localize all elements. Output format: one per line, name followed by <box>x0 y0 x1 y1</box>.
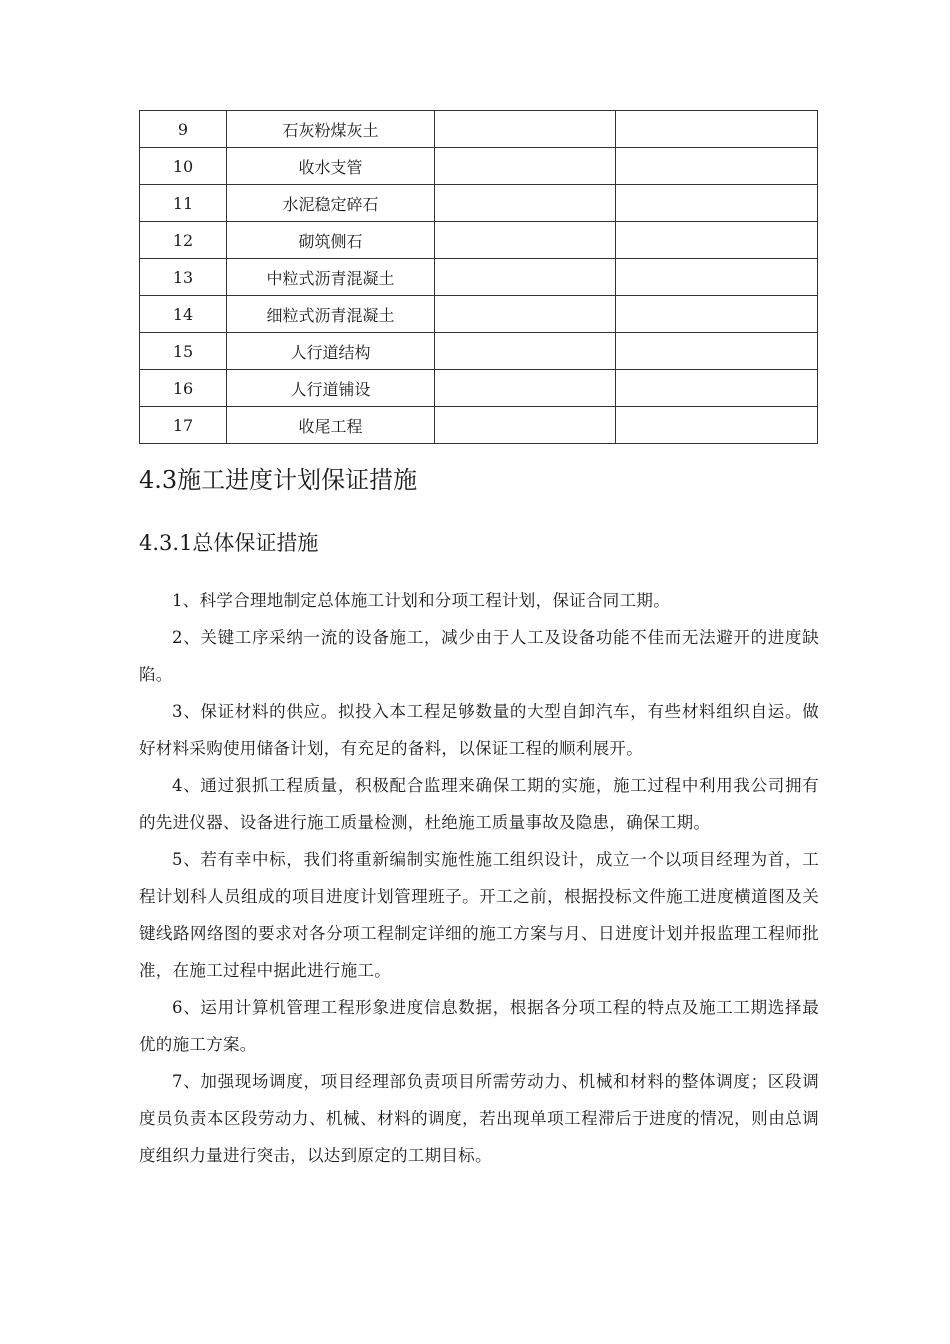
row-cell-3 <box>435 296 616 333</box>
table-row <box>140 148 818 185</box>
table-row <box>140 111 818 148</box>
row-item: 人行道结构 <box>227 333 435 370</box>
row-item: 细粒式沥青混凝土 <box>227 296 435 333</box>
row-number: 12 <box>140 222 227 259</box>
row-item: 石灰粉煤灰土 <box>227 111 435 148</box>
schedule-table <box>139 110 818 444</box>
row-number: 15 <box>140 333 227 370</box>
row-cell-4 <box>616 148 818 185</box>
row-cell-4 <box>616 296 818 333</box>
table-row <box>140 185 818 222</box>
row-cell-4 <box>616 259 818 296</box>
body-text <box>139 582 819 1174</box>
paragraph: 7、加强现场调度，项目经理部负责项目所需劳动力、机械和材料的整体调度；区段调度员负责本区段劳动力、机械、材料的调度，若出现单项工程滞后于进度的情况，则由总调度组织力量进行突击，以达到原定的工期目标。 <box>139 1072 819 1165</box>
row-number: 16 <box>140 370 227 407</box>
row-item: 中粒式沥青混凝土 <box>227 259 435 296</box>
row-number: 11 <box>140 185 227 222</box>
table-row <box>140 407 818 444</box>
row-cell-3 <box>435 333 616 370</box>
subsection-heading: 4.3.1总体保证措施 <box>139 531 319 555</box>
row-cell-4 <box>616 407 818 444</box>
row-cell-3 <box>435 222 616 259</box>
row-item: 收尾工程 <box>227 407 435 444</box>
row-number: 17 <box>140 407 227 444</box>
row-cell-3 <box>435 407 616 444</box>
row-cell-3 <box>435 185 616 222</box>
row-cell-4 <box>616 111 818 148</box>
paragraph: 6、运用计算机管理工程形象进度信息数据，根据各分项工程的特点及施工工期选择最优的施工方案。 <box>139 998 819 1054</box>
row-cell-3 <box>435 148 616 185</box>
table-row <box>140 259 818 296</box>
row-number: 9 <box>140 111 227 148</box>
row-cell-3 <box>435 370 616 407</box>
paragraph: 2、关键工序采纳一流的设备施工，减少由于人工及设备功能不佳而无法避开的进度缺陷。 <box>139 628 819 684</box>
paragraph: 3、保证材料的供应。拟投入本工程足够数量的大型自卸汽车，有些材料组织自运。做好材料采购使用储备计划，有充足的备料，以保证工程的顺利展开。 <box>139 702 819 758</box>
row-cell-4 <box>616 370 818 407</box>
section-heading: 4.3施工进度计划保证措施 <box>139 466 418 494</box>
table-row <box>140 296 818 333</box>
row-cell-4 <box>616 333 818 370</box>
row-item: 水泥稳定碎石 <box>227 185 435 222</box>
row-cell-4 <box>616 185 818 222</box>
row-item: 砌筑侧石 <box>227 222 435 259</box>
table-row <box>140 333 818 370</box>
row-number: 10 <box>140 148 227 185</box>
row-item: 收水支管 <box>227 148 435 185</box>
paragraph: 1、科学合理地制定总体施工计划和分项工程计划，保证合同工期。 <box>172 591 670 610</box>
row-item: 人行道铺设 <box>227 370 435 407</box>
row-cell-4 <box>616 222 818 259</box>
row-number: 13 <box>140 259 227 296</box>
row-cell-3 <box>435 259 616 296</box>
table-row <box>140 370 818 407</box>
paragraph: 5、若有幸中标，我们将重新编制实施性施工组织设计，成立一个以项目经理为首，工程计划科人员组成的项目进度计划管理班子。开工之前，根据投标文件施工进度横道图及关键线路网络图的要求对各分项工程制定详细的施工方案与月、日进度计划并报监理工程师批准，在施工过程中据此进行施工。 <box>139 850 819 980</box>
paragraph: 4、通过狠抓工程质量，积极配合监理来确保工期的实施，施工过程中利用我公司拥有的先进仪器、设备进行施工质量检测，杜绝施工质量事故及隐患，确保工期。 <box>139 776 819 832</box>
row-cell-3 <box>435 111 616 148</box>
row-number: 14 <box>140 296 227 333</box>
table-row <box>140 222 818 259</box>
